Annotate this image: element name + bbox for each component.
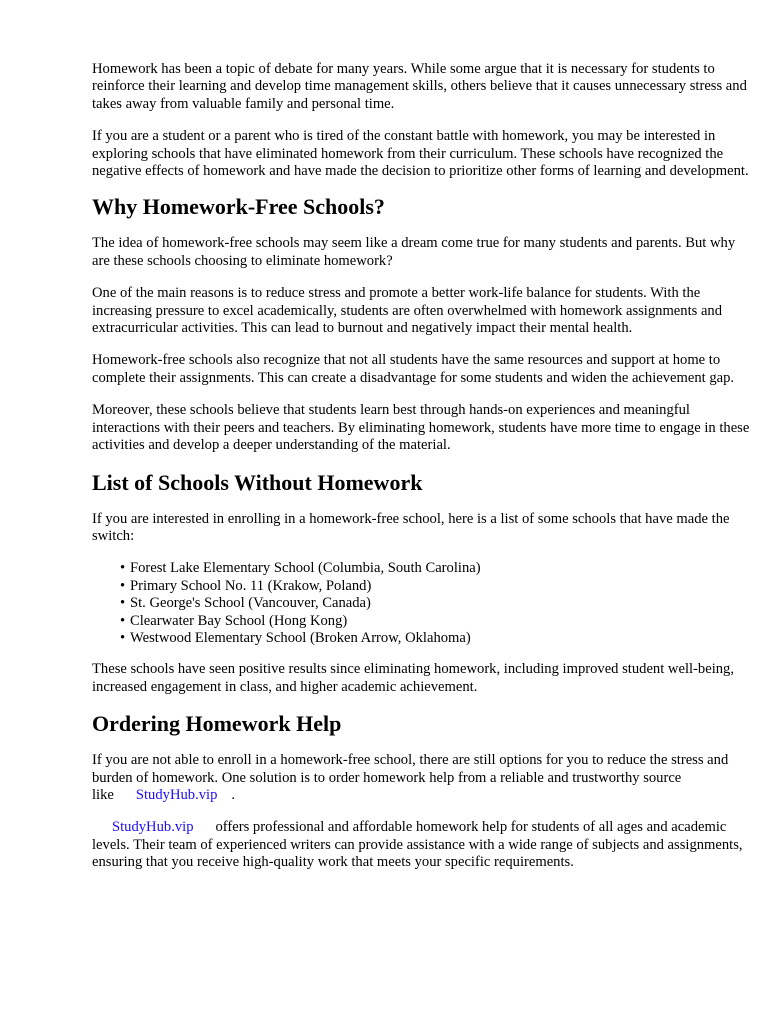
- why-heading: Why Homework-Free Schools?: [92, 194, 385, 220]
- list-item: • Clearwater Bay School (Hong Kong): [130, 613, 752, 630]
- ordering-heading: Ordering Homework Help: [92, 711, 342, 737]
- list-outro: These schools have seen positive results since eliminating homework, including improved student well-being, increased engagement in class, and higher academic achievement.: [92, 661, 734, 695]
- list-item: • St. George's School (Vancouver, Canada): [130, 595, 752, 612]
- why-paragraph-1: The idea of homework-free schools may seem like a dream come true for many students and parents. But why are these schools choosing to eliminate homework?: [92, 235, 736, 269]
- why-paragraph-3: Homework-free schools also recognize that not all students have the same resources and support at home to complete their assignments. This can create a disadvantage for some students and widen the achievement gap.: [92, 352, 735, 386]
- ordering-paragraph-2: [92, 819, 752, 871]
- why-paragraph-2: One of the main reasons is to reduce stress and promote a better work-life balance for students. With the increasing pressure to excel academically, students are often overwhelmed with homework assignments and extracurricular activities. This can lead to burnout and negatively impact their mental health.: [92, 285, 723, 337]
- ordering-p1-text: If you are not able to enroll in a homework-free school, there are still options for you to reduce the stress and burden of homework. One solution is to order homework help from a reliable and trustworthy source like: [92, 752, 729, 803]
- list-heading: List of Schools Without Homework: [92, 469, 423, 495]
- studyhub-link[interactable]: StudyHub.vip: [112, 819, 194, 836]
- intro-paragraph-1: Homework has been a topic of debate for many years. While some argue that it is necessary for students to reinforce their learning and develop time management skills, others believe that it causes unnecessary stress and takes away from valuable family and personal time.: [92, 61, 747, 112]
- list-item: • Forest Lake Elementary School (Columbia, South Carolina): [130, 560, 752, 577]
- school-list: [92, 560, 752, 647]
- list-item: • Westwood Elementary School (Broken Arrow, Oklahoma): [130, 630, 752, 647]
- list-intro: If you are interested in enrolling in a homework-free school, here is a list of some schools that have made the switch:: [92, 510, 730, 544]
- intro-paragraph-2: If you are a student or a parent who is tired of the constant battle with homework, you may be interested in exploring schools that have eliminated homework from their curriculum. These schools have recognized the negative effects of homework and have made the decision to prioritize other forms of learning and development.: [92, 128, 749, 180]
- why-paragraph-4: Moreover, these schools believe that students learn best through hands-on experiences and meaningful interactions with their peers and teachers. By eliminating homework, students have more time to engage in these activities and develop a deeper understanding of the material.: [92, 402, 750, 454]
- ordering-p2-text: offers professional and affordable homework help for students of all ages and academic levels. Their team of experienced writers can provide assistance with a wide range of subjects and assignments, ensuring that you receive high-quality work that meets your specific requirements.: [92, 819, 743, 871]
- ordering-paragraph-1: [92, 752, 752, 804]
- document-page: [92, 61, 752, 887]
- studyhub-link[interactable]: StudyHub.vip: [135, 786, 218, 803]
- list-item: • Primary School No. 11 (Krakow, Poland): [130, 578, 752, 595]
- ordering-p1-end: .: [231, 786, 236, 803]
